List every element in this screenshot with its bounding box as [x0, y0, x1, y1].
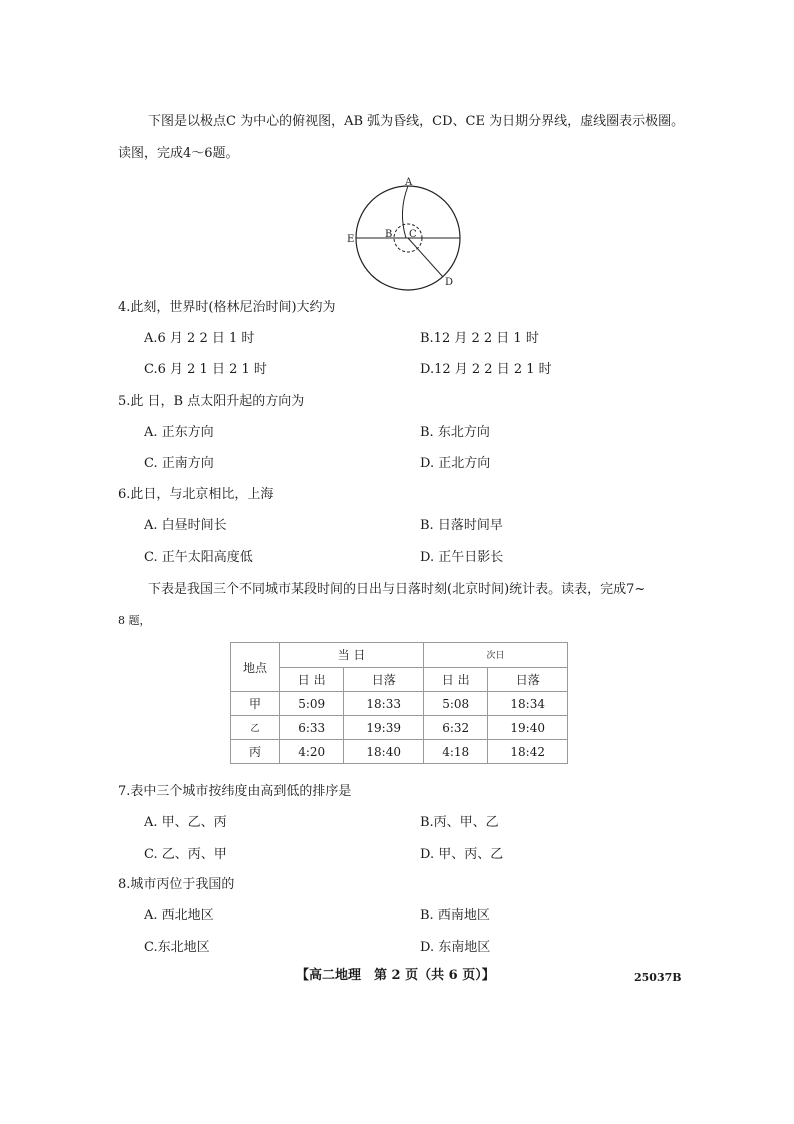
q6-stem: 6.此日，与北京相比，上海 — [118, 487, 274, 502]
label-c: C — [409, 229, 417, 240]
q4-option-b: B.12 月 2 2 日 1 时 — [420, 331, 539, 346]
cell: 5:08 — [423, 692, 487, 716]
sub-sunset-2: 日落 — [488, 667, 568, 692]
cell: 5:09 — [280, 692, 344, 716]
table-row — [231, 692, 568, 716]
cell: 4:18 — [423, 740, 487, 764]
label-a: A — [405, 177, 413, 188]
sunrise-sunset-table — [230, 642, 568, 764]
cell: 18:33 — [344, 692, 424, 716]
arc-ab — [402, 186, 408, 238]
sub-sunrise-1: 日 出 — [280, 667, 344, 692]
table-intro-line2: 8 题， — [118, 614, 151, 627]
q4-option-d: D.12 月 2 2 日 2 1 时 — [420, 362, 552, 377]
q4-option-c: C.6 月 2 1 日 2 1 时 — [144, 362, 267, 377]
table-subheader-row — [231, 667, 568, 692]
row-place: 甲 — [231, 692, 280, 716]
polar-view-diagram — [340, 176, 480, 291]
q4-option-a: A.6 月 2 2 日 1 时 — [144, 331, 255, 346]
q5-option-b: B. 东北方向 — [420, 425, 490, 440]
table-intro-line1: 下表是我国三个不同城市某段时间的日出与日落时刻(北京时间)统计表。读表，完成7~ — [148, 582, 646, 597]
cell: 19:39 — [344, 716, 424, 740]
q5-option-d: D. 正北方向 — [420, 456, 491, 471]
cell: 4:20 — [280, 740, 344, 764]
cell: 18:42 — [488, 740, 568, 764]
header-day1: 当 日 — [280, 643, 424, 668]
q8-option-a: A. 西北地区 — [144, 908, 214, 923]
q5-option-a: A. 正东方向 — [144, 425, 214, 440]
q6-option-a: A. 白昼时间长 — [144, 518, 227, 533]
q4-stem: 4.此刻，世界时(格林尼治时间)大约为 — [118, 300, 336, 315]
q6-option-d: D. 正午日影长 — [420, 550, 504, 565]
page-footer-title: 【高二地理 第 2 页（共 6 页）】 — [296, 968, 495, 983]
q6-option-b: B. 日落时间早 — [420, 518, 503, 533]
label-e: E — [347, 234, 355, 245]
cell: 19:40 — [488, 716, 568, 740]
cell: 6:33 — [280, 716, 344, 740]
q5-stem: 5.此 日，B 点太阳升起的方向为 — [118, 394, 305, 409]
intro-text-line2: 读图，完成4～6题。 — [118, 146, 239, 161]
table-row — [231, 716, 568, 740]
table-header-row — [231, 643, 568, 668]
q5-option-c: C. 正南方向 — [144, 456, 214, 471]
header-day2: 次日 — [423, 643, 567, 668]
cell: 18:40 — [344, 740, 424, 764]
q8-option-b: B. 西南地区 — [420, 908, 490, 923]
q8-option-c: C.东北地区 — [144, 940, 210, 955]
label-d: D — [445, 277, 454, 288]
q7-option-d: D. 甲、丙、乙 — [420, 847, 504, 862]
line-cd — [408, 238, 443, 277]
sub-sunrise-2: 日 出 — [423, 667, 487, 692]
q7-stem: 7.表中三个城市按纬度由高到低的排序是 — [118, 784, 352, 799]
header-place: 地点 — [231, 643, 280, 692]
q7-option-b: B.丙、甲、乙 — [420, 815, 499, 830]
q6-option-c: C. 正午太阳高度低 — [144, 550, 253, 565]
q8-option-d: D. 东南地区 — [420, 940, 491, 955]
sub-sunset-1: 日落 — [344, 667, 424, 692]
q7-option-c: C. 乙、丙、甲 — [144, 847, 227, 862]
q7-option-a: A. 甲、乙、丙 — [144, 815, 227, 830]
table-row — [231, 740, 568, 764]
intro-text-line1: 下图是以极点C 为中心的俯视图，AB 弧为昏线，CD、CE 为日期分界线，虚线圈表示极圈。 — [148, 114, 685, 129]
row-place: 丙 — [231, 740, 280, 764]
cell: 18:34 — [488, 692, 568, 716]
cell: 6:32 — [423, 716, 487, 740]
page-footer-code: 25037B — [634, 971, 682, 984]
row-place: 乙 — [231, 716, 280, 740]
label-b: B — [385, 229, 393, 240]
q8-stem: 8.城市丙位于我国的 — [118, 877, 235, 892]
